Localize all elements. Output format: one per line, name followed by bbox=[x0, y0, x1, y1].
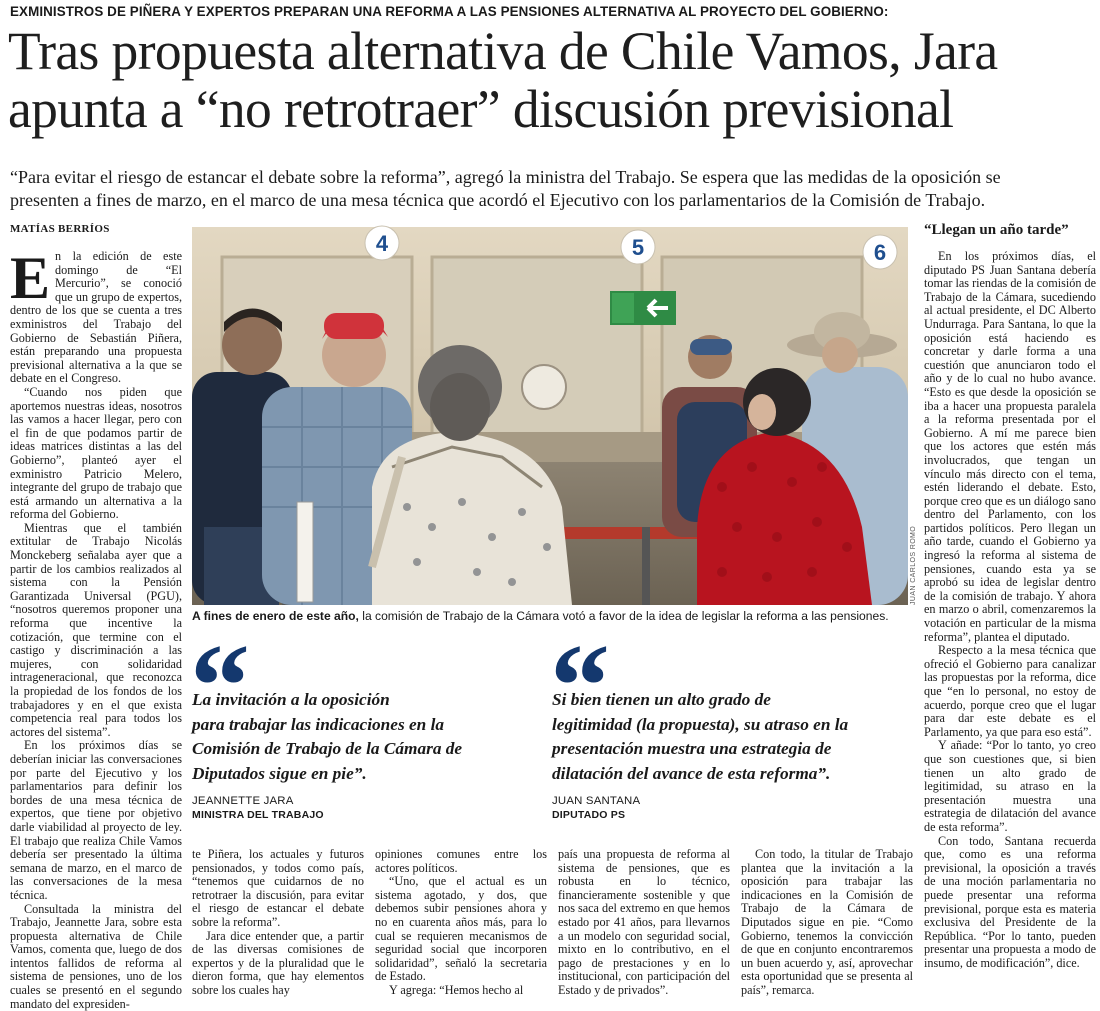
quote-author-role: DIPUTADO PS bbox=[552, 808, 640, 822]
paragraph: Y agrega: “Hemos hecho al bbox=[375, 984, 547, 998]
paragraph: “Uno, que el actual es un sistema agotado, y dos, que debemos subir pensiones ahora y no en cuarenta años más, para lo cual se requieren mecanismos de seguridad social que incorporen solidaridad”, señaló la secretaria de Estado. bbox=[375, 875, 547, 984]
byline: MATÍAS BERRÍOS bbox=[10, 223, 110, 235]
paragraph: Consultada la ministra del Trabajo, Jeannette Jara, sobre esta propuesta alternativa de Chile Vamos, comenta que, luego de dos intentos fallidos de reforma al sistema de pensiones, uno de los cuales se presentó en el segundo mandato del expresiden- bbox=[10, 903, 182, 1011]
quote-attribution-2 bbox=[552, 794, 640, 822]
window-number: 4 bbox=[376, 231, 389, 256]
caption-lead: A fines de enero de este año, bbox=[192, 609, 359, 623]
deck-line-1: “Para evitar el riesgo de estancar el debate sobre la reforma”, agregó la ministra del Trabajo. Se espera que las medidas de la oposición se bbox=[10, 166, 1092, 189]
sidebar-column bbox=[924, 250, 1096, 1000]
photo-illustration bbox=[192, 227, 908, 605]
paragraph: opiniones comunes entre los actores políticos. bbox=[375, 848, 547, 875]
headline-line-1: Tras propuesta alternativa de Chile Vamos, Jara bbox=[8, 22, 1098, 80]
paragraph: En los próximos días, el diputado PS Juan Santana debería tomar las riendas de la comisión de Trabajo de la Cámara, sucediendo al actual presidente, el DC Alberto Undurraga. Para Santana, lo que la oposición está haciendo es concretar y darle forma a una cuestión que anunciaron todo el año y de lo cual no hubo avance. “Esto es que desde la oposición se iba a hacer una propuesta paralela a la reforma presentada por el Gobierno. A mí me parece bien que los actores que estén más involucrados, que tengan un vínculo más directo con el tema, estén liderando el debate. Esto, porque creo que es un diálogo sano dentro del Parlamento, con los partidos políticos. Pero llegan un año tarde, cuando el Gobierno ya ingresó la reforma al sistema de pensiones, cuando esta ya se aprobó su idea de legislar dentro de la comisión de trabajo. Y ahora en marzo o abril, comenzaremos la votación en particular de la misma reforma”, plantea el diputado. bbox=[924, 250, 1096, 644]
window-number: 6 bbox=[874, 240, 886, 265]
quote-line: presentación muestra una estrategia de bbox=[552, 737, 892, 762]
headline-line-2: apunta a “no retrotraer” discusión previsional bbox=[8, 80, 1098, 138]
article-column-5 bbox=[741, 848, 913, 1003]
paragraph-text: n la edición de este domingo de “El Mercurio”, se conoció que un grupo de expertos, dentro de los que se cuenta a tres exministros del Trabajo del Gobierno de Sebastián Piñera, están preparando una propuesta previsional alternativa a la que se debate en el Congreso. bbox=[10, 249, 182, 385]
drop-cap: E bbox=[10, 250, 55, 301]
photo-credit: JUAN CARLOS ROMO bbox=[910, 520, 922, 605]
quote-mark-icon: “ bbox=[190, 626, 250, 686]
paragraph: Con todo, Santana recuerda que, como es una reforma previsional, la oposición a través de una moción parlamentaria no puede presentar una reforma previsional, porque esta es materia exclusiva del Presidente de la República. “Por lo tanto, pueden presentar una propuesta a modo de insumo, de modificación”, dice. bbox=[924, 835, 1096, 971]
quote-attribution-1 bbox=[192, 794, 324, 822]
quote-line: legitimidad (la propuesta), su atraso en la bbox=[552, 713, 892, 738]
paper-sign bbox=[297, 502, 313, 602]
sidebar-heading: “Llegan un año tarde” bbox=[924, 222, 1096, 239]
quote-mark-icon: “ bbox=[550, 626, 610, 686]
paragraph: Con todo, la titular de Trabajo plantea que la invitación a la oposición para trabajar las indicaciones en la Comisión de Trabajo de la Cámara de Diputados sigue en pie. “Como Gobierno, tenemos la convicción de que en conjunto encontraremos un buen acuerdo y, así, aprovechar esta oportunidad que se presenta al país”, remarca. bbox=[741, 848, 913, 998]
paragraph bbox=[10, 250, 182, 386]
quote-line: Diputados sigue en pie”. bbox=[192, 762, 532, 787]
quote-line: Comisión de Trabajo de la Cámara de bbox=[192, 737, 532, 762]
pull-quote-2 bbox=[552, 688, 892, 786]
quote-line: dilatación del avance de esta reforma”. bbox=[552, 762, 892, 787]
pull-quote-1 bbox=[192, 688, 532, 786]
paragraph: “Cuando nos piden que aportemos nuestras ideas, nosotros las vamos a hacer llegar, pero con el fin de que podamos partir de ideas matrices distintas a las del Gobierno”, planteó ayer el exministro Patricio Melero, integrante del grupo de trabajo que está armando un alternativa a la reforma del Gobierno. bbox=[10, 386, 182, 522]
article-column-3 bbox=[375, 848, 547, 1003]
deck-line-2: presenten a fines de marzo, en el marco de una mesa técnica que acordó el Ejecutivo con los parlamentarios de la Comisión de Trabajo. bbox=[10, 189, 1092, 212]
quote-author: JEANNETTE JARA bbox=[192, 794, 324, 808]
paragraph: Mientras que el también extitular de Trabajo Nicolás Monckeberg señalaba ayer que a partir de los cambios realizados al sistema con la Pensión Garantizada Universal (PGU), “nosotros queremos proponer una reforma que incentive la cotización, que termine con el castigo y discriminación a las mujeres, con solidaridad intrageneracional, que reconozca la propiedad de los fondos de los trabajadores y en el que exista competencia real para todos los actores del sistema”. bbox=[10, 522, 182, 740]
quote-line: La invitación a la oposición bbox=[192, 688, 532, 713]
caption-text: la comisión de Trabajo de la Cámara votó a favor de la idea de legislar la reforma a las pensiones. bbox=[359, 609, 889, 623]
window-number: 5 bbox=[632, 235, 644, 260]
kicker: EXMINISTROS DE PIÑERA Y EXPERTOS PREPARAN UNA REFORMA A LAS PENSIONES ALTERNATIVA AL PROYECTO DEL GOBIERNO: bbox=[10, 4, 1090, 19]
article-column-4 bbox=[558, 848, 730, 1003]
paragraph: Respecto a la mesa técnica que ofreció el Gobierno para canalizar las propuestas por la reforma, dice que “en lo personal, no estoy de acuerdo, porque creo que el lugar para dar este debate es el Parlamento, ya que para eso está”. bbox=[924, 644, 1096, 739]
paragraph: Y añade: “Por lo tanto, yo creo que son cuestiones que, si bien tienen un alto grado de legitimidad, su atraso en la presentación muestra una estrategia de dilatación del avance de esta reforma”. bbox=[924, 739, 1096, 834]
article-column-2 bbox=[192, 848, 364, 1003]
article-column-1 bbox=[10, 250, 182, 1000]
deck bbox=[10, 166, 1092, 212]
paragraph: En los próximos días se deberían iniciar las conversaciones por parte del Ejecutivo y los parlamentarios para definir los bordes de una mesa técnica de expertos, que tiene por objetivo darle viabilidad al proyecto de ley. El trabajo que realiza Chile Vamos debería ser presentado la última semana de marzo, en el marco de las conversaciones de la mesa técnica. bbox=[10, 739, 182, 902]
quote-line: para trabajar las indicaciones en la bbox=[192, 713, 532, 738]
paragraph: país una propuesta de reforma al sistema de pensiones, que es robusta en lo técnico, financieramente sostenible y que nos saca del extremo en que hemos estado por 41 años, para llevarnos a un modelo con seguridad social, mixto en lo contributivo, en el pago de prestaciones y en lo institucional, con participación del Estado y de privados”. bbox=[558, 848, 730, 998]
paragraph: Jara dice entender que, a partir de las diversas comisiones de expertos y de la pluralidad que le dieron forma, que hay elementos sobre los cuales hay bbox=[192, 930, 364, 998]
quote-line: Si bien tienen un alto grado de bbox=[552, 688, 892, 713]
quote-author: JUAN SANTANA bbox=[552, 794, 640, 808]
paragraph: te Piñera, los actuales y futuros pensionados, y todos como país, “tenemos que cuidarnos de no retrotraer la discusión, para evitar el riesgo de estancar el debate sobre la reforma”. bbox=[192, 848, 364, 930]
quote-author-role: MINISTRA DEL TRABAJO bbox=[192, 808, 324, 822]
article-photo bbox=[192, 227, 908, 605]
headline bbox=[8, 22, 1098, 138]
wall-clock-icon bbox=[522, 365, 566, 409]
exit-sign-icon bbox=[610, 291, 676, 325]
